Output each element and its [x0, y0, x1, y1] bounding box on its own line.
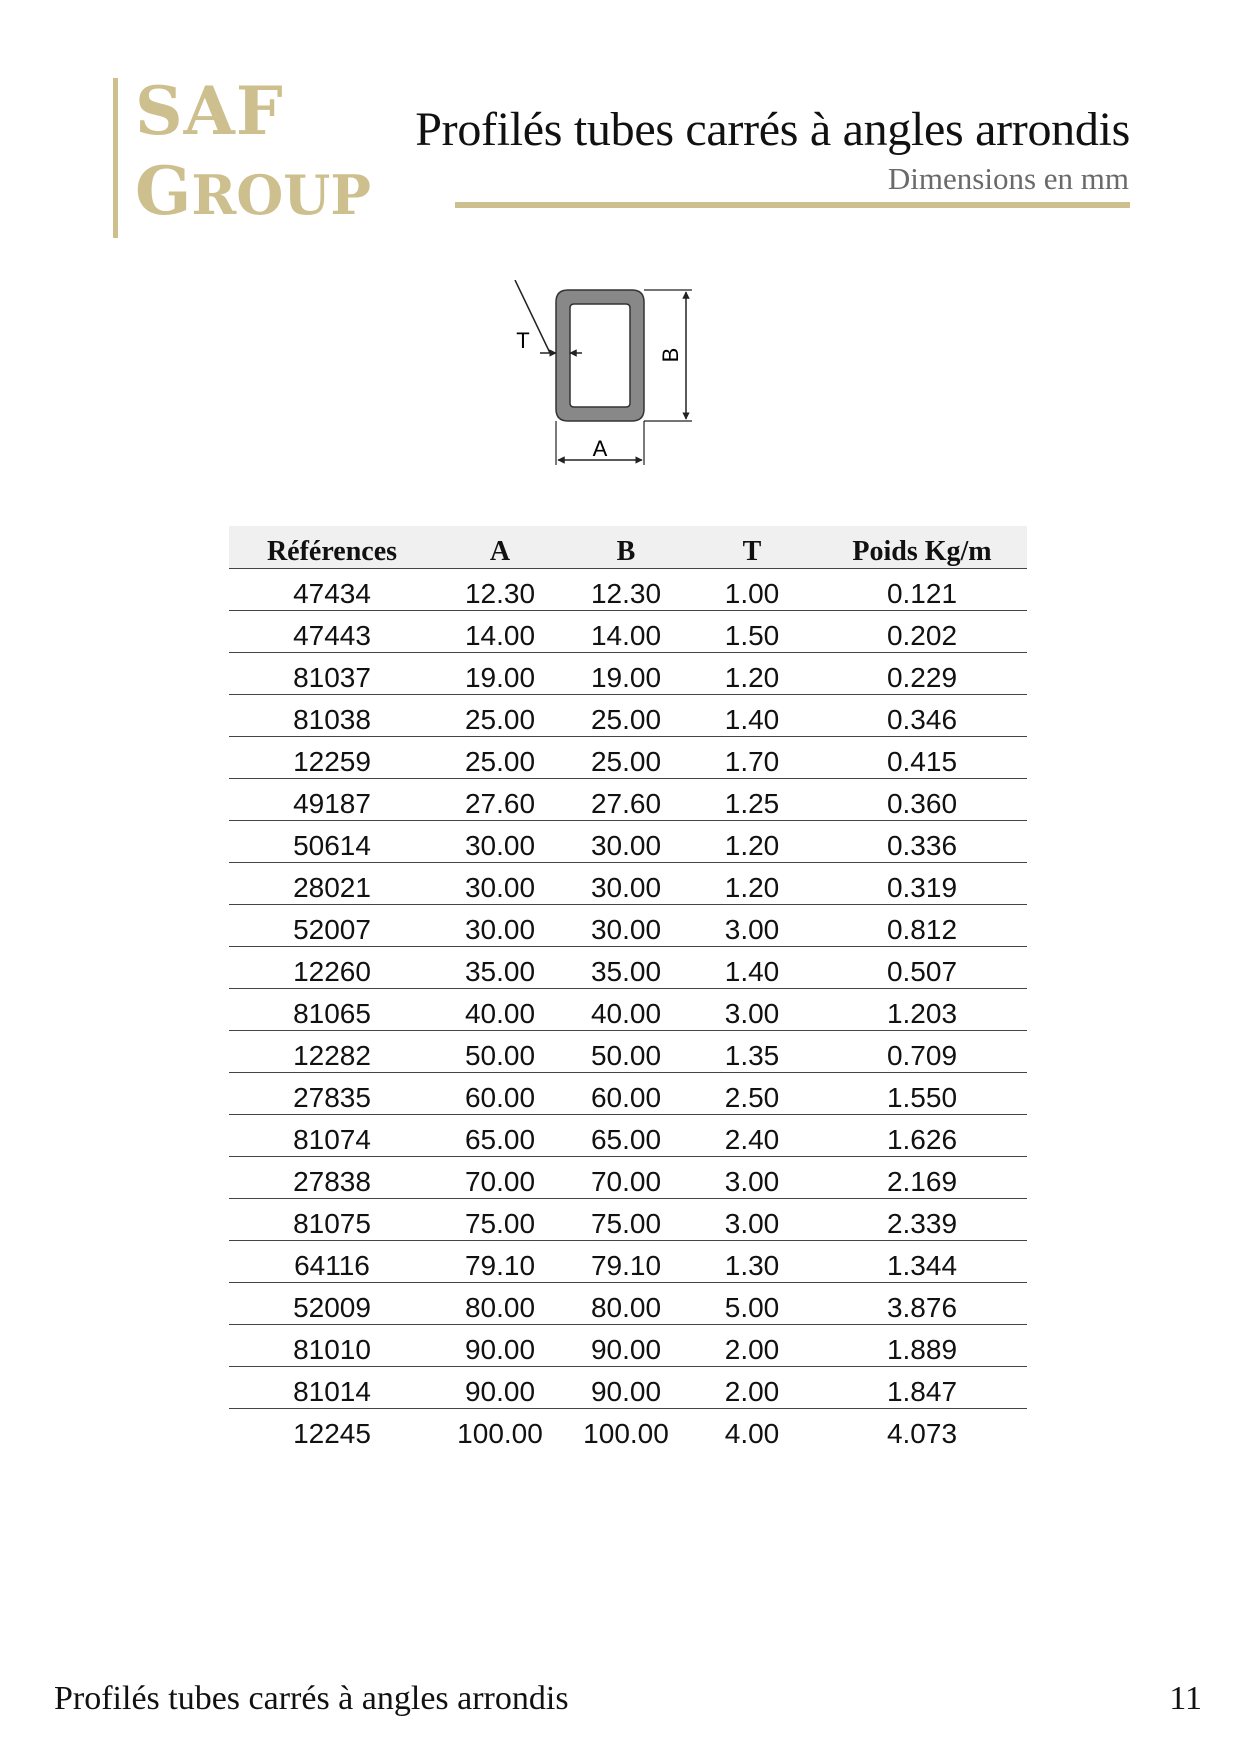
- table-row: [229, 779, 1027, 821]
- cell-thickness: 1.20: [687, 821, 817, 863]
- page-number: 11: [1169, 1680, 1202, 1717]
- cell-reference: 81065: [229, 989, 435, 1031]
- cell-dim-a: 12.30: [435, 569, 565, 611]
- cell-thickness: 3.00: [687, 905, 817, 947]
- header-a: A: [435, 526, 565, 569]
- cell-dim-b: 100.00: [583, 1418, 669, 1449]
- cell-dim-a: 30.00: [435, 863, 565, 905]
- cell-reference: 81075: [229, 1199, 435, 1241]
- header-weight: Poids Kg/m: [817, 526, 1027, 569]
- cell-thickness: 1.40: [687, 947, 817, 989]
- logo-line-2-rest: ROUP: [191, 163, 371, 227]
- table-row: [229, 1115, 1027, 1157]
- table-row: [229, 1367, 1027, 1409]
- cell-dim-b: 25.00: [565, 695, 687, 737]
- cell-thickness: 3.00: [687, 1157, 817, 1199]
- header-t: T: [687, 526, 817, 569]
- cell-dim-a: 35.00: [435, 947, 565, 989]
- cell-weight: 0.336: [817, 821, 1027, 863]
- table-row: [229, 695, 1027, 737]
- cell-weight: 1.344: [817, 1241, 1027, 1283]
- logo-line-1: SAF: [135, 72, 284, 150]
- cell-thickness: 2.50: [687, 1073, 817, 1115]
- table-row: [229, 1241, 1027, 1283]
- profile-diagram: [500, 280, 760, 480]
- cell-dim-a: 90.00: [435, 1325, 565, 1367]
- cell-dim-b: 65.00: [565, 1115, 687, 1157]
- cell-dim-b: 27.60: [565, 779, 687, 821]
- cell-weight: 0.346: [817, 695, 1027, 737]
- cell-reference: 50614: [229, 821, 435, 863]
- cell-dim-a: 40.00: [435, 989, 565, 1031]
- cell-thickness: 2.00: [687, 1325, 817, 1367]
- cell-weight: 0.360: [817, 779, 1027, 821]
- cell-dim-a: 80.00: [435, 1283, 565, 1325]
- cell-dim-b: 80.00: [565, 1283, 687, 1325]
- cell-reference: 52007: [229, 905, 435, 947]
- table-row: [229, 905, 1027, 947]
- cell-thickness: 1.40: [687, 695, 817, 737]
- cell-weight: 0.121: [817, 569, 1027, 611]
- cell-dim-a: 27.60: [435, 779, 565, 821]
- cell-reference: 12245: [293, 1418, 371, 1449]
- cell-dim-a: 79.10: [435, 1241, 565, 1283]
- cell-reference: 81010: [229, 1325, 435, 1367]
- cell-dim-a: 60.00: [435, 1073, 565, 1115]
- cell-reference: 47443: [229, 611, 435, 653]
- label-a: A: [592, 436, 608, 461]
- cell-dim-b: 50.00: [565, 1031, 687, 1073]
- table-row: [229, 947, 1027, 989]
- cell-dim-b: 70.00: [565, 1157, 687, 1199]
- table-row: [229, 1199, 1027, 1241]
- cell-reference: 47434: [229, 569, 435, 611]
- page-subtitle: Dimensions en mm: [887, 161, 1129, 196]
- cell-dim-b: 90.00: [565, 1325, 687, 1367]
- table-row: [229, 863, 1027, 905]
- cell-dim-a: 100.00: [457, 1418, 543, 1449]
- table-row: [229, 989, 1027, 1031]
- cell-weight: 1.889: [817, 1325, 1027, 1367]
- cell-dim-a: 25.00: [435, 695, 565, 737]
- cell-thickness: 3.00: [687, 989, 817, 1031]
- cell-dim-b: 25.00: [565, 737, 687, 779]
- cell-reference: 28021: [229, 863, 435, 905]
- cell-thickness: 1.20: [687, 653, 817, 695]
- cell-reference: 12260: [229, 947, 435, 989]
- cell-dim-a: 25.00: [435, 737, 565, 779]
- cell-dim-b: 30.00: [565, 821, 687, 863]
- cell-weight: 0.319: [817, 863, 1027, 905]
- cell-thickness: 2.40: [687, 1115, 817, 1157]
- cell-thickness: 5.00: [687, 1283, 817, 1325]
- cell-weight: 0.507: [817, 947, 1027, 989]
- cell-reference: 81038: [229, 695, 435, 737]
- cell-dim-b: 14.00: [565, 611, 687, 653]
- cell-reference: 81014: [229, 1367, 435, 1409]
- cell-weight: 2.339: [817, 1199, 1027, 1241]
- cell-reference: 64116: [229, 1241, 435, 1283]
- cell-dim-b: 30.00: [565, 863, 687, 905]
- cell-thickness: 1.70: [687, 737, 817, 779]
- cell-reference: 27838: [229, 1157, 435, 1199]
- brand-logo: [113, 72, 371, 238]
- cell-dim-b: 40.00: [565, 989, 687, 1031]
- cell-reference: 49187: [229, 779, 435, 821]
- cell-weight: 0.709: [817, 1031, 1027, 1073]
- cell-dim-a: 50.00: [435, 1031, 565, 1073]
- cell-thickness: 1.00: [687, 569, 817, 611]
- table-row: [229, 1073, 1027, 1115]
- cell-dim-a: 70.00: [435, 1157, 565, 1199]
- cell-thickness: 3.00: [687, 1199, 817, 1241]
- cell-dim-a: 65.00: [435, 1115, 565, 1157]
- cell-dim-a: 90.00: [435, 1367, 565, 1409]
- cell-weight: 0.812: [817, 905, 1027, 947]
- table-row: [229, 1409, 1027, 1451]
- table-row: [229, 737, 1027, 779]
- cell-weight: 0.229: [817, 653, 1027, 695]
- cell-reference: 81074: [229, 1115, 435, 1157]
- table-body: [229, 569, 1027, 1451]
- cell-reference: 12282: [229, 1031, 435, 1073]
- header-references: Références: [229, 526, 435, 569]
- logo-line-2: [135, 152, 371, 238]
- cell-thickness: 1.25: [687, 779, 817, 821]
- cell-weight: 1.550: [817, 1073, 1027, 1115]
- cell-dim-b: 35.00: [565, 947, 687, 989]
- cell-weight: 3.876: [817, 1283, 1027, 1325]
- cell-dim-a: 30.00: [435, 821, 565, 863]
- cell-dim-a: 75.00: [435, 1199, 565, 1241]
- table-row: [229, 1325, 1027, 1367]
- cell-dim-b: 90.00: [565, 1367, 687, 1409]
- table-header-row: [229, 526, 1027, 569]
- cell-dim-b: 60.00: [565, 1073, 687, 1115]
- cell-weight: 2.169: [817, 1157, 1027, 1199]
- cell-dim-a: 30.00: [435, 905, 565, 947]
- cell-dim-b: 19.00: [565, 653, 687, 695]
- label-b: B: [658, 347, 683, 363]
- cell-thickness: 1.30: [687, 1241, 817, 1283]
- table-row: [229, 1031, 1027, 1073]
- cell-weight: 0.415: [817, 737, 1027, 779]
- cell-dim-b: 75.00: [565, 1199, 687, 1241]
- cell-dim-a: 14.00: [435, 611, 565, 653]
- cell-weight: 0.202: [817, 611, 1027, 653]
- cell-thickness: 1.50: [687, 611, 817, 653]
- table-row: [229, 569, 1027, 611]
- cell-thickness: 2.00: [687, 1367, 817, 1409]
- cell-dim-b: 79.10: [565, 1241, 687, 1283]
- table-row: [229, 1283, 1027, 1325]
- footer-title: Profilés tubes carrés à angles arrondis: [54, 1680, 569, 1717]
- cell-dim-b: 12.30: [565, 569, 687, 611]
- square-tube-profile: [556, 290, 644, 421]
- header-b: B: [565, 526, 687, 569]
- cell-reference: 12259: [229, 737, 435, 779]
- table-row: [229, 611, 1027, 653]
- cell-reference: 81037: [229, 653, 435, 695]
- cell-reference: 52009: [229, 1283, 435, 1325]
- cell-weight: 1.847: [817, 1367, 1027, 1409]
- cell-thickness: 1.35: [687, 1031, 817, 1073]
- label-t: T: [516, 328, 530, 353]
- cell-weight: 4.073: [886, 1418, 958, 1449]
- table-row: [229, 653, 1027, 695]
- logo-line-2-initial: G: [135, 152, 192, 230]
- cell-reference: 27835: [229, 1073, 435, 1115]
- cell-dim-a: 19.00: [435, 653, 565, 695]
- cell-dim-b: 30.00: [565, 905, 687, 947]
- cell-thickness: 1.20: [687, 863, 817, 905]
- table-row: [229, 821, 1027, 863]
- cell-weight: 1.626: [817, 1115, 1027, 1157]
- page-title: Profilés tubes carrés à angles arrondis: [415, 103, 1130, 156]
- table-row: [229, 1157, 1027, 1199]
- cell-thickness: 4.00: [724, 1418, 780, 1449]
- cell-weight: 1.203: [817, 989, 1027, 1031]
- title-underline: [455, 202, 1130, 208]
- dimensions-table: [229, 526, 1027, 1450]
